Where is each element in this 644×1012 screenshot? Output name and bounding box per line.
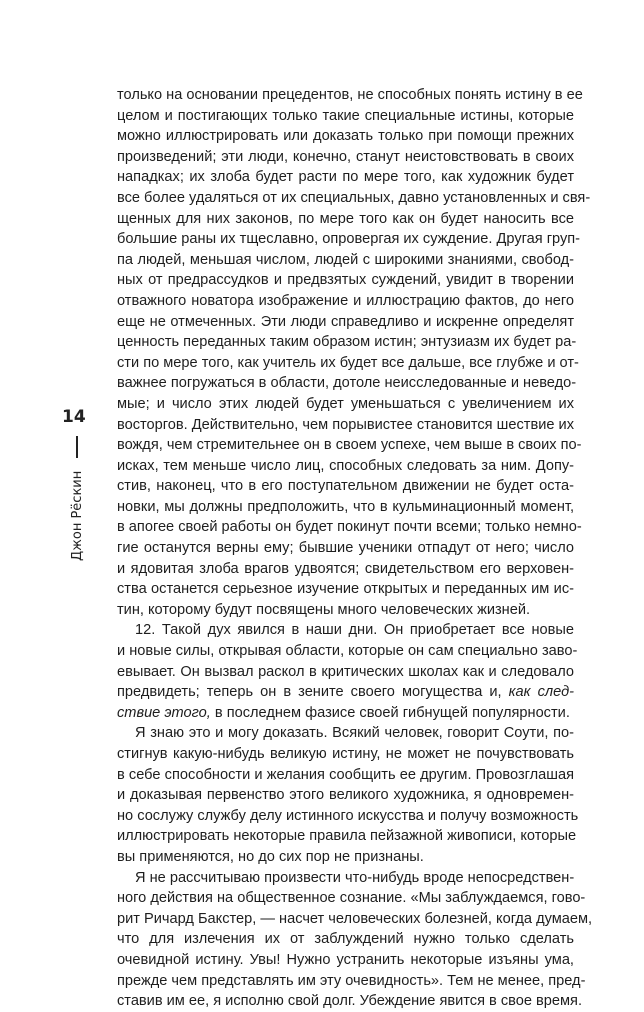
text-line: ного действия на общественное сознание. «Мы заблуждаемся, гово- [117, 890, 586, 907]
italic-phrase: как след- [508, 684, 574, 701]
text-line: гие останутся верны ему; бывшие ученики отпадут от него; число [117, 540, 574, 557]
text-line: рит Ричард Бакстер, — насчет человеческих болезней, когда думаем, [117, 910, 593, 927]
text-line: Я знаю это и могу доказать. Всякий человек, говорит Соути, по- [135, 725, 574, 742]
page-number: 14 [62, 407, 86, 427]
main-text [117, 85, 593, 1012]
text-line: ных от предрассудков и предвзятых суждений, увидит в творении [117, 272, 574, 289]
text-line: в себе способности и желания сообщить ее другим. Провозглашая [117, 766, 574, 783]
text-line: новки, мы должны предположить, что в кульминационный момент, [117, 498, 574, 515]
text-line: вы применяются, но до сих пор не признаны. [117, 848, 424, 865]
text-line: исках, тем меньше число лиц, способных следовать за ним. Допу- [117, 457, 574, 474]
text-fragment: предвидеть; теперь он в зените своего могущества и, [117, 684, 509, 701]
text-line [117, 682, 574, 703]
text-line: что для излечения их от заблуждений нужно только сделать [117, 931, 574, 948]
text-line: и ядовитая злоба врагов удвоятся; свидетельством его верховен- [117, 560, 574, 577]
text-line: вождя, чем стремительнее он в своем успехе, чем выше в своих по- [117, 437, 582, 454]
paragraph-1 [117, 85, 591, 620]
paragraph-4 [117, 868, 593, 1012]
running-header [0, 0, 110, 1000]
text-line: большие раны их тщеславно, опровергая их суждение. Другая груп- [117, 231, 581, 248]
text-line: в апогее своей работы он будет покинут почти всеми; только немно- [117, 519, 582, 536]
text-line: па людей, меньшая числом, людей с широкими знаниями, свобод- [117, 251, 574, 268]
text-line: и доказывая первенство этого великого художника, я одновремен- [117, 787, 574, 804]
text-line: очевидной истину. Увы! Нужно устранить некоторые изъяны ума, [117, 951, 574, 968]
text-line: все более удаляться от их специальных, давно установленных и свя- [117, 189, 591, 206]
text-line: мые; и число этих людей будет уменьшаться с увеличением их [117, 395, 574, 412]
running-author-text: Джон Рёскин [70, 470, 85, 561]
text-line: стив, наконец, что в его поступательном движении не будет оста- [117, 478, 574, 495]
text-line: иллюстрировать некоторые правила пейзажной живописи, которые [117, 828, 577, 845]
text-line: восторгов. Действительно, чем порывистее становится шествие их [117, 416, 574, 433]
text-line: ства останется серьезное изучение открытых и переданных им ис- [117, 581, 574, 598]
text-line: Я не рассчитываю произвести что-нибудь вроде непосредствен- [135, 869, 575, 886]
paragraph-3 [117, 723, 579, 867]
text-line: только на основании прецедентов, не способных понять истину в ее [117, 87, 583, 103]
italic-phrase: ствие этого, [117, 704, 211, 721]
text-line: прежде чем представлять им эту очевидность». Тем не менее, пред- [117, 972, 586, 989]
text-line: важнее погружаться в области, дотоле неисследованные и неведо- [117, 375, 577, 392]
text-line: ценность переданных таким образом истин; энтузиазм их будет ра- [117, 334, 577, 351]
text-line: нападках; их злоба будет расти по мере того, как художник будет [117, 169, 574, 186]
text-line: произведений; эти люди, конечно, станут неистовствовать в своих [117, 148, 574, 165]
text-fragment: в последнем фазисе своей гибнущей популярности. [210, 704, 570, 721]
text-line: тин, которому будут посвящены много человеческих жизней. [117, 601, 531, 618]
text-line: еще не отмеченных. Эти люди справедливо и искренне определят [117, 313, 574, 330]
header-divider [76, 436, 78, 458]
text-line [117, 703, 574, 724]
text-line: отважного новатора изображение и иллюстрацию фактов, до него [117, 292, 574, 309]
text-line: 12. Такой дух явился в наши дни. Он приобретает все новые [135, 622, 574, 639]
text-line: и новые силы, открывая области, которые он сам специально заво- [117, 643, 578, 660]
text-line: ставив им ее, я исполню свой долг. Убеждение явится в свое время. [117, 993, 583, 1010]
text-line: но сослужу службу делу истинного искусства и получу возможность [117, 807, 579, 824]
text-line: евывает. Он вызвал раскол в критических школах как и следовало [117, 663, 574, 680]
text-line: целом и постигающих только такие специальные истины, которые [117, 107, 574, 124]
text-line: стигнув какую-нибудь великую истину, не может не почувствовать [117, 746, 574, 762]
text-line: сти по мере того, как учитель их будет все дальше, все глубже и от- [117, 354, 579, 371]
text-line: можно иллюстрировать или доказать только при помощи прежних [117, 128, 574, 145]
paragraph-2 [117, 620, 578, 723]
text-line: щенных для них законов, по мере того как он будет наносить все [117, 210, 574, 227]
